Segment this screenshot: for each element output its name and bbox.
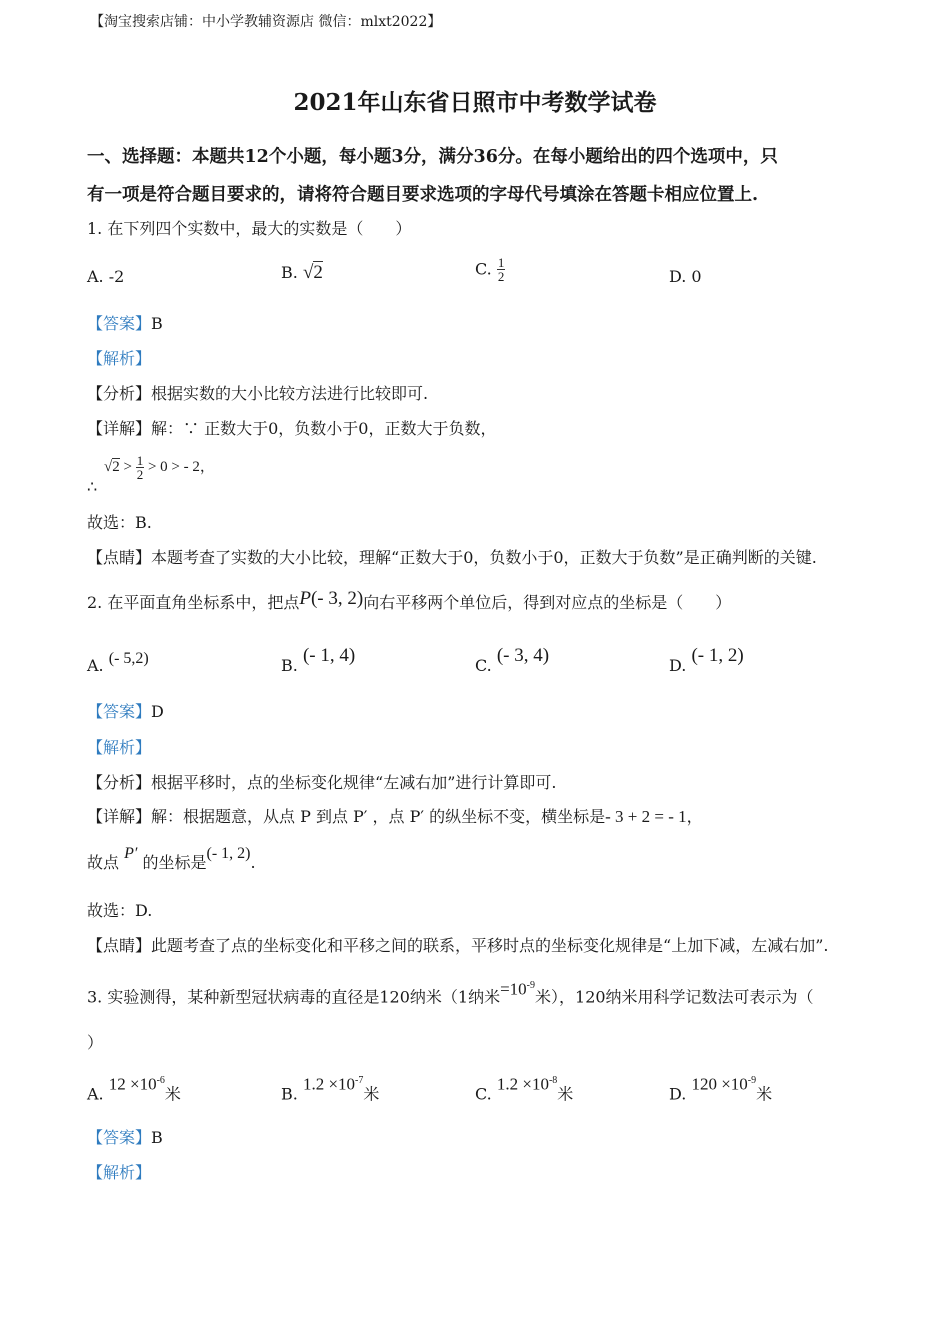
q2-option-a-value: (- 5,2)	[108, 650, 149, 667]
q2-xiangjie-text: 解：根据题意，从点 P 到点 P′ ，点 P′ 的纵坐标不变，横坐标是	[151, 807, 606, 826]
q1-fenxi	[87, 383, 428, 405]
q3-option-a-exp: -6	[156, 1075, 165, 1086]
page-title: 2021年山东省日照市中考数学试卷	[293, 89, 657, 116]
q1-inequality-fraction	[136, 454, 145, 481]
q1-option-b-label: B.	[281, 263, 298, 282]
sqrt-symbol: √2	[302, 262, 323, 283]
q1-therefore-symbol: ∴	[87, 477, 98, 496]
q2-stem-coord: (- 3, 2)	[310, 588, 364, 609]
q1-option-d: D. 0	[669, 267, 702, 286]
q3-option-c-label: C.	[475, 1084, 492, 1104]
q1-inequality-comma: ，	[199, 458, 215, 475]
q3-option-a-unit: 米	[164, 1084, 181, 1104]
q2-gudian-mid: 的坐标是	[142, 853, 207, 872]
answer-tag: 【答案】	[87, 1128, 152, 1147]
q2-option-d-label: D.	[669, 656, 687, 675]
fenxi-tag: 【分析】	[87, 773, 152, 792]
q3-stem-post: 米），120纳米用科学记数法可表示为（	[535, 987, 814, 1007]
fraction-denominator: 2	[136, 467, 144, 482]
xiangjie-tag: 【详解】	[87, 807, 152, 826]
q2-dianjing	[87, 935, 828, 957]
q1-analysis-tag: 【解析】	[87, 349, 152, 368]
q2-xiangjie-math: - 3 + 2 = - 1	[605, 807, 687, 826]
q3-option-a-label: A.	[87, 1084, 104, 1104]
q2-option-b-label: B.	[281, 656, 298, 675]
q3-option-b-label: B.	[281, 1084, 298, 1104]
q2-stem-point: P	[299, 588, 311, 609]
q3-option-d-label: D.	[669, 1084, 687, 1104]
q2-option-d	[669, 645, 744, 677]
q2-stem-post: 向右平移两个单位后，得到对应点的坐标是（ ）	[363, 593, 732, 612]
q2-option-a-label: A.	[87, 656, 104, 675]
q2-xiangjie	[87, 806, 703, 828]
q3-option-d-base: 120 ×10	[691, 1074, 748, 1094]
q1-fenxi-text: 根据实数的大小比较方法进行比较即可.	[151, 384, 429, 403]
q2-answer-value: D	[151, 702, 164, 721]
q1-option-c	[475, 256, 505, 283]
q2-answer	[87, 701, 164, 723]
fraction-numerator: 1	[136, 453, 144, 468]
q3-option-a	[87, 1070, 181, 1105]
sqrt-symbol: √2	[104, 458, 120, 475]
q3-stem-close: ）	[87, 1033, 104, 1052]
q2-option-b	[281, 645, 355, 677]
section-heading-line2: 有一项是符合题目要求的，请将符合题目要求选项的字母代号填涂在答题卡相应位置上.	[87, 185, 759, 205]
q2-stem	[87, 588, 731, 614]
dianjing-tag: 【点睛】	[87, 936, 152, 955]
q2-stem-pre: 2. 在平面直角坐标系中，把点	[87, 593, 300, 612]
q2-gudian-pre: 故点	[87, 853, 120, 872]
q2-gudian-coord: (- 1, 2)	[206, 845, 251, 862]
q1-option-b-radicand: 2	[313, 262, 323, 283]
q2-option-c	[475, 645, 549, 677]
q1-option-b	[281, 262, 323, 284]
q3-option-b-exp: -7	[355, 1075, 364, 1086]
q2-fenxi	[87, 772, 556, 794]
xiangjie-tag: 【详解】	[87, 419, 152, 438]
q2-fenxi-text: 根据平移时，点的坐标变化规律“左减右加”进行计算即可.	[151, 773, 557, 792]
q2-xiangjie-end: ，	[686, 807, 703, 826]
q3-option-b	[281, 1070, 379, 1105]
q3-stem-exp: -9	[526, 980, 536, 991]
q3-option-c-unit: 米	[557, 1084, 574, 1104]
q1-option-c-label: C.	[475, 259, 492, 279]
q1-inequality-tail: > 0 > - 2	[147, 458, 200, 475]
q2-option-c-value: (- 3, 4)	[496, 645, 550, 666]
q2-gudian-point: P′	[124, 845, 138, 862]
q1-dianjing	[87, 547, 817, 569]
q3-answer-value: B	[151, 1128, 163, 1147]
q1-stem: 1. 在下列四个实数中，最大的实数是（ ）	[87, 219, 412, 238]
q3-option-c-exp: -8	[548, 1075, 558, 1086]
q3-option-a-base: 12 ×10	[108, 1074, 157, 1094]
q3-option-b-base: 1.2 ×10	[302, 1074, 356, 1094]
q3-analysis-tag: 【解析】	[87, 1163, 152, 1182]
q1-inequality	[104, 454, 215, 481]
fraction-denominator: 2	[497, 269, 505, 284]
q2-choice: 故选：D.	[87, 901, 153, 920]
q1-option-a: A. -2	[87, 267, 125, 286]
q2-gudian	[87, 842, 256, 874]
q2-analysis-tag: 【解析】	[87, 738, 152, 757]
q2-option-c-label: C.	[475, 656, 492, 675]
q1-inequality-gt: >	[123, 458, 132, 475]
page-header: 【淘宝搜索店铺：中小学教辅资源店 微信：mlxt2022】	[90, 14, 442, 30]
q1-xiangjie	[87, 418, 496, 440]
q3-option-b-unit: 米	[363, 1084, 380, 1104]
q2-option-a	[87, 647, 149, 677]
dianjing-tag: 【点睛】	[87, 548, 152, 567]
fenxi-tag: 【分析】	[87, 384, 152, 403]
q1-inequality-radicand: 2	[112, 458, 120, 475]
q1-xiangjie-text: 解：∵ 正数大于0，负数小于0，正数大于负数，	[151, 419, 497, 438]
q3-option-c	[475, 1070, 573, 1105]
q1-answer-value: B	[151, 314, 163, 333]
section-heading-line1: 一、选择题：本题共12个小题，每小题3分，满分36分。在每小题给出的四个选项中，只	[87, 147, 778, 167]
q3-option-d-unit: 米	[756, 1084, 773, 1104]
q1-dianjing-text: 本题考查了实数的大小比较，理解“正数大于0，负数小于0，正数大于负数”是正确判断的关键.	[151, 548, 817, 567]
q3-answer	[87, 1127, 163, 1149]
q2-gudian-end: .	[250, 853, 256, 872]
q2-dianjing-text: 此题考查了点的坐标变化和平移之间的联系，平移时点的坐标变化规律是“上加下减，左减右加”.	[151, 936, 829, 955]
answer-tag: 【答案】	[87, 314, 152, 333]
q3-stem-math: =10	[500, 979, 527, 999]
q1-option-c-fraction	[497, 256, 506, 283]
q3-stem	[87, 975, 814, 1008]
q2-option-b-value: (- 1, 4)	[302, 645, 356, 666]
q3-stem-pre: 3. 实验测得，某种新型冠状病毒的直径是120纳米（1纳米	[87, 987, 501, 1007]
q3-option-d-exp: -9	[747, 1075, 757, 1086]
q3-option-d	[669, 1070, 772, 1105]
q2-option-d-value: (- 1, 2)	[691, 645, 744, 666]
answer-tag: 【答案】	[87, 702, 152, 721]
fraction-numerator: 1	[497, 255, 505, 270]
q3-option-c-base: 1.2 ×10	[496, 1074, 549, 1094]
q1-choice: 故选：B.	[87, 513, 152, 532]
q1-answer	[87, 313, 163, 335]
